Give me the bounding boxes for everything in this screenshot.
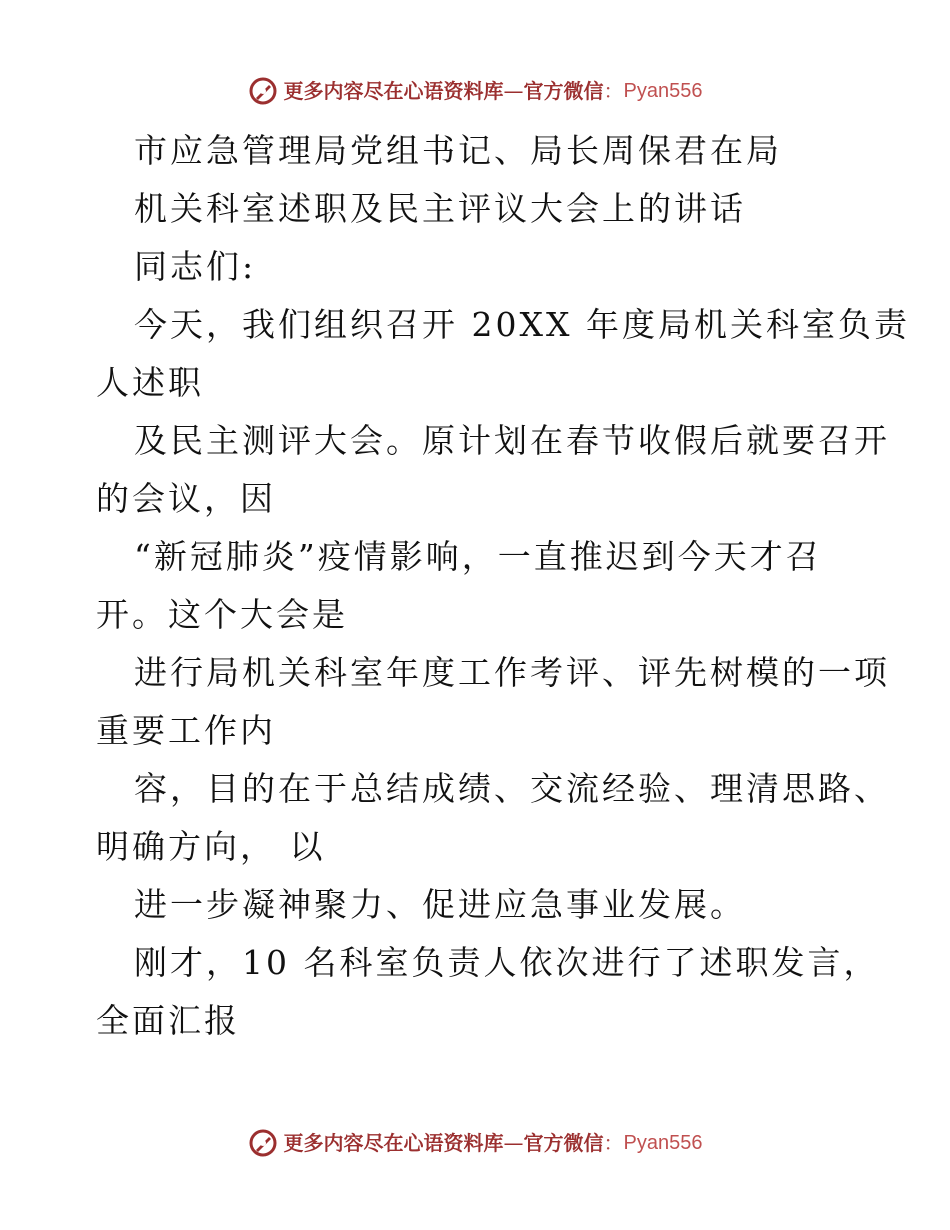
paragraph-line: 及民主测评大会。原计划在春节收假后就要召开 (134, 421, 890, 460)
paragraph-line: 刚才，10 名科室负责人依次进行了述职发言， (134, 943, 880, 982)
pen-circle-logo-icon (248, 1128, 278, 1158)
watermark-site-name: 更多内容尽在心语资料库 (283, 79, 504, 103)
paragraph-line: 进一步凝神聚力、促进应急事业发展。 (134, 885, 746, 924)
salutation: 同志们: (134, 247, 257, 286)
document-title-line-1: 市应急管理局党组书记、局长周保君在局 (134, 131, 782, 170)
watermark-footer (0, 1128, 950, 1158)
watermark-official: 官方微信 (523, 79, 604, 103)
watermark-official: 官方微信 (523, 1131, 604, 1155)
paragraph-line: 今天，我们组织召开 20XX 年度局机关科室负责 (134, 305, 910, 344)
watermark-site-name: 更多内容尽在心语资料库 (283, 1131, 504, 1155)
document-title-line-2: 机关科室述职及民主评议大会上的讲话 (134, 189, 746, 228)
paragraph-line: 重要工作内 (96, 711, 276, 750)
paragraph-line: “新冠肺炎”疫情影响，一直推迟到今天才召 (134, 537, 822, 576)
document-body (96, 122, 910, 1050)
watermark-header (0, 76, 950, 106)
paragraph-line: 进行局机关科室年度工作考评、评先树模的一项 (134, 653, 890, 692)
paragraph-line: 人述职 (96, 363, 204, 402)
paragraph-line: 明确方向， 以 (96, 827, 326, 866)
pen-circle-logo-icon (248, 76, 278, 106)
watermark-separator: ： (603, 79, 624, 103)
paragraph-line: 容，目的在于总结成绩、交流经验、理清思路、 (134, 769, 890, 808)
watermark-account: Pyan556 (623, 1132, 703, 1154)
watermark-account: Pyan556 (623, 80, 703, 102)
watermark-dash: — (503, 79, 524, 103)
paragraph-line: 全面汇报 (96, 1001, 240, 1040)
paragraph-line: 开。这个大会是 (96, 595, 348, 634)
watermark-dash: — (503, 1131, 524, 1155)
watermark-separator: ： (603, 1131, 624, 1155)
paragraph-line: 的会议，因 (96, 479, 276, 518)
